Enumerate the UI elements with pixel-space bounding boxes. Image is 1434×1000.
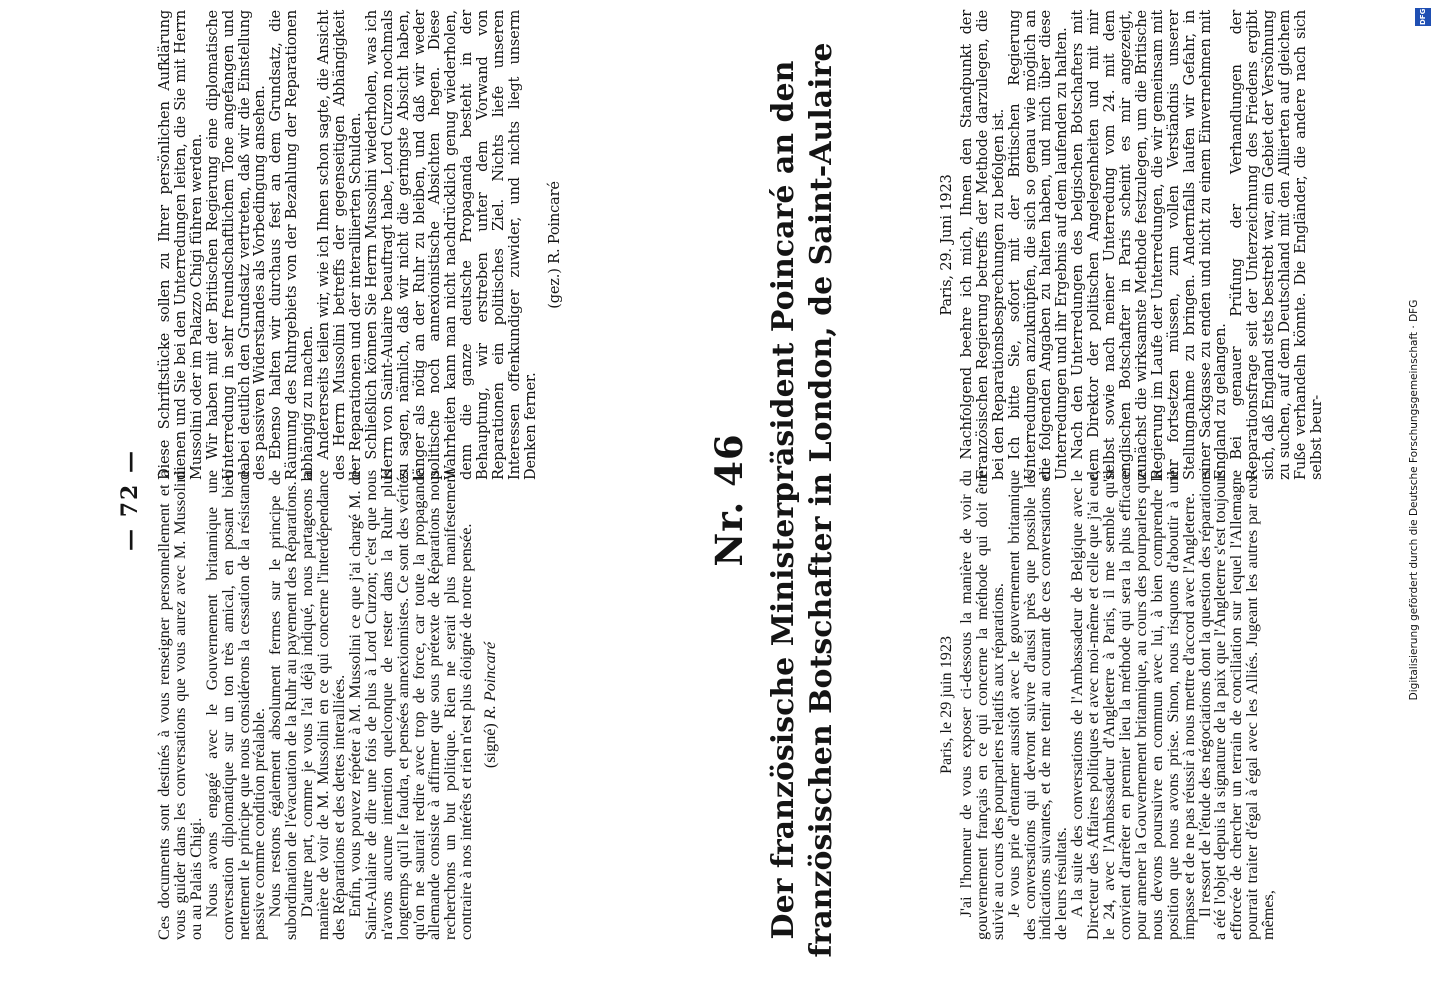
paragraph: Enfin, vous pouvez répéter à M. Mussolini ce que j'ai chargé M. de Saint-Aulaire de dire une fois de plus à Lord Curzon; c'est que nous n'avons aucune intention quelconque de rester dans la Ruhr plus longtemps qu'il le faudra, et pensées annexionnistes. Ce sont des vérités qu'on ne saurait redire avec trop de force, car toute la propagande allemande consiste à affirmer que sous prétexte de Réparations nous recherchons un but politique. Rien ne serait plus manifestement contraire à nos intérêts et rien n'est plus éloigné de notre pensée. xyxy=(345,470,476,940)
signature-name: R. Poincaré xyxy=(481,641,500,720)
dfg-logo: DFG xyxy=(1415,8,1431,26)
paragraph: Ebenso halten wir durchaus fest an dem Grundsatz, die Räumung des Ruhrgebiets von der Bezahlung der Reparationen abhängig zu machen. xyxy=(267,10,317,480)
document-number: Nr. 46 xyxy=(707,433,751,567)
paragraph: Je vous prie d'entamer aussitôt avec le gouvernement britannique des conversations qui devront suivre d'aussi près que possible les indications suivantes, et de me tenir au courant de ces conversations et de leurs résultats. xyxy=(1004,470,1071,940)
paragraph: D'autre part, comme je vous l'ai déjà indiqué, nous partageons la manière de voir de M. Mussolini en ce qui concerne l'interdépendance des Réparations et des dettes interalliées. xyxy=(298,470,348,940)
document-title: Der französische Ministerpräsident Poincaré an den französischen Botschafter in London, de Saint-Aulaire xyxy=(766,42,839,958)
paragraph: Andererseits teilen wir, wie ich Ihnen schon sagte, die Ansicht des Herrn Mussolini betreffs der gegenseitigen Abhängigkeit der Reparationen und der interalliierten Schulden. xyxy=(315,9,364,480)
paragraph: J'ai l'honneur de vous exposer ci-dessous la manière de voir du gouvernement français en ce qui concerne la méthode qui doit être suivie au cours des pourparlers relatifs aux réparations. xyxy=(956,470,1007,940)
paragraph: Schließlich können Sie Herrn Mussolini wiederholen, was ich Herrn von Saint-Aulaire beauftragt habe, Lord Curzon nochmals zu sagen, nämlich, daß wir nicht die geringste Absicht haben, länger als nötig an der Ruhr zu bleiben, und daß wir weder politische noch annexionistische Absichten hegen. Diese Wahrheiten kann man nicht nachdrücklich genug wiederholen, denn die ganze deutsche Propaganda besteht in der Behauptung, wir erstreben unter dem Vorwand von Reparationen ein politisches Ziel. Nichts liefe unseren Interessen offenkundiger zuwider, und nichts liegt unserm Denken ferner. xyxy=(362,10,539,480)
dateline: Paris, le 29 juin 1923 xyxy=(937,635,955,775)
paragraph: Nous restons également absolument fermes sur le principe de subordination de l'évacuation de la Ruhr au payement des Réparations. xyxy=(266,470,301,940)
dateline: Paris, 29. Juni 1923 xyxy=(938,174,955,316)
signature xyxy=(547,10,563,480)
paragraph: Nach den Unterredungen des belgischen Botschafters mit dem Direktor der politischen Angelegenheiten und mit mir selbst sowie nach meiner Unterredung vom 24. mit dem englischen Botschafter in Paris scheint es mir angezeigt, zunächst die wirksamste Methode festzulegen, um die Britische Regierung im Laufe der Unterredungen, die wir gemeinsam mit ihr fortsetzen müssen, zum vollen Verständnis unserer Stellungnahme zu bringen. Andernfalls laufen wir Gefahr, in einer Sackgasse zu enden und nicht zu einem Einvernehmen mit England zu gelangen. xyxy=(1069,10,1230,480)
paragraph: Bei genauer Prüfung der Verhandlungen der Reparationsfrage seit der Unterzeichnung des Friedens ergibt sich, daß England stets bestrebt war, ein Gebiet der Versöhnung zu suchen, auf dem Deutschland mit den Alliierten auf gleichem Fuße verhandeln könnte. Die Engländer, die andere nach sich selbst beur- xyxy=(1228,10,1325,480)
scanned-page xyxy=(117,0,1325,1000)
paragraph: Wir haben mit der Britischen Regierung eine diplomatische Unterredung in sehr freundschaftlichem Tone angefangen und dabei deutlich den Grundsatz vertreten, daß wir die Einstellung des passiven Widerstandes als Vorbedingung ansehen. xyxy=(203,10,269,480)
paragraph: A la suite des conversations de l'Ambassadeur de Belgique avec le Directeur des Affaires politiques et avec moi-même et celle que j'ai eue, le 24, avec l'Ambassadeur d'Angleterre à Paris, il me semble qu'il convient d'arrêter en premier lieu la méthode qui sera la plus efficace pour amener la Gouvernement britannique, au cours des pourparlers que nous devons poursuivre en commun avec lui, à bien comprendre la position que nous avons prise. Sinon, nous risquons d'aboutir à une impasse et de ne pas réussir à nous mettre d'accord avec l'Angleterre. xyxy=(1068,470,1198,940)
digitization-credit: Digitalisierung gefördert durch die Deutsche Forschungsgemeinschaft · DFG xyxy=(1408,299,1420,701)
french-column-top xyxy=(157,470,499,940)
paragraph: Diese Schriftstücke sollen zu Ihrer persönlichen Aufklärung dienen und Sie bei den Unterredungen leiten, die Sie mit Herrn Mussolini oder im Palazzo Chigi führen werden. xyxy=(156,10,205,480)
german-column-top xyxy=(157,10,563,480)
signature-name: R. Poincaré xyxy=(545,181,563,264)
french-column-bottom xyxy=(939,470,1277,940)
paragraph: Il ressort de l'étude des négociations dont la question des réparations a été l'objet depuis la signature de la paix que l'Angleterre s'est toujours efforcée de chercher un terrain de conciliation sur lequel l'Allemagne pourrait traiter d'égal à égal avec les Alliés. Jugeant les autres par eux-mêmes, xyxy=(1195,470,1278,940)
signature-prefix: (gez.) xyxy=(545,268,563,309)
signature xyxy=(483,470,499,940)
paragraph: Nous avons engagé avec le Gouvernement britannique une conversation diplomatique sur un ton très amical, en posant bien nettement le principe que nous considérons la cessation de la résistance passive comme condition préalable. xyxy=(202,470,269,940)
page-number: — 72 — xyxy=(117,449,143,551)
paragraph: Ich bitte Sie, sofort mit der Britischen Regierung Unterredungen anzuknüpfen, die sich so genau wie möglich an die folgenden Angaben zu halten haben, und mich über diese Unterredungen und ihr Ergebnis auf dem laufenden zu halten. xyxy=(1005,10,1071,480)
german-column-bottom xyxy=(939,10,1325,480)
signature-prefix: (signé) xyxy=(481,723,500,769)
paragraph: Nachfolgend beehre ich mich, Ihnen den Standpunkt der Französischen Regierung betreffs der Methode darzulegen, die bei den Reparationsbesprechungen zu befolgen ist. xyxy=(957,10,1007,480)
paragraph: Ces documents sont destinés à vous renseigner personnellement et à vous guider dans les conversations que vous aurez avec M. Mussolini ou au Palais Chigi. xyxy=(155,470,205,940)
